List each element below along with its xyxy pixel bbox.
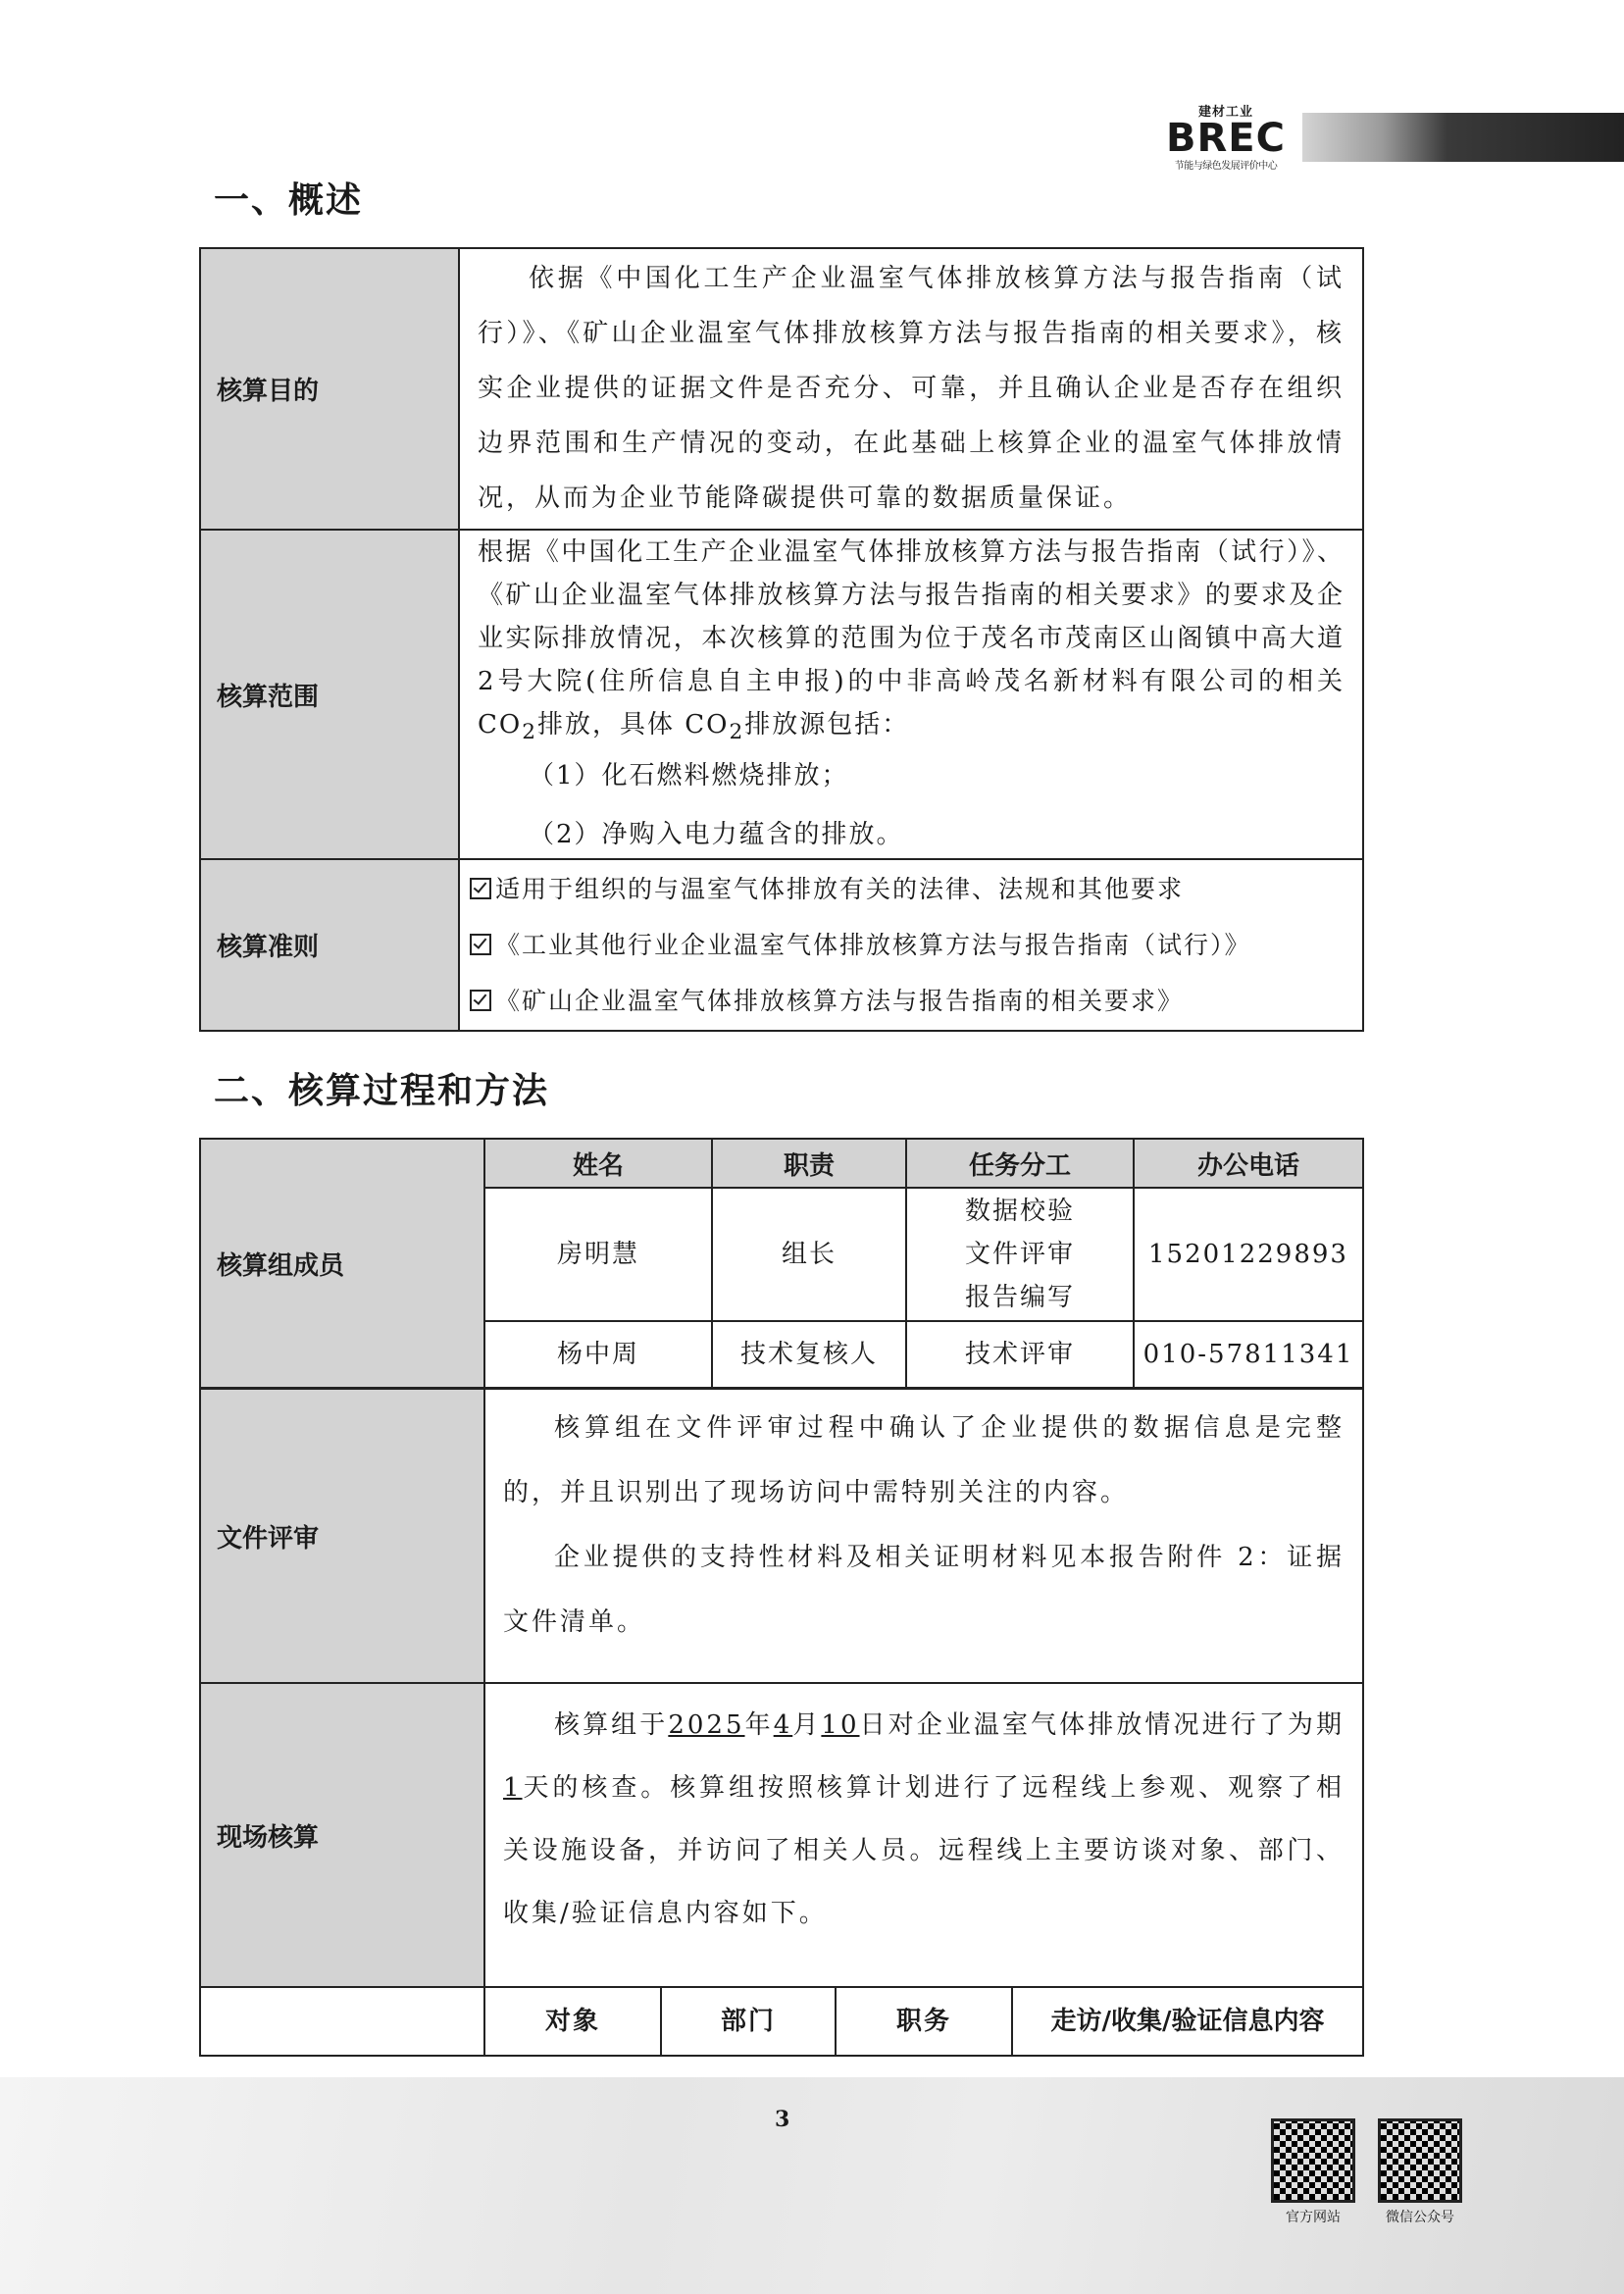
site-review-label: 现场核算 — [200, 1683, 484, 1987]
checked-box-icon — [470, 934, 491, 955]
section2-title: 二、核算过程和方法 — [214, 1071, 550, 1111]
criteria-label: 核算准则 — [200, 859, 459, 1031]
purpose-text: 依据《中国化工生产企业温室气体排放核算方法与报告指南（试行）》、《矿山企业温室气体排放核算方法与报告指南的相关要求》，核实企业提供的证据文件是否充分、可靠，并且确认企业是否存在组织边界范围和生产情况的变动，在此基础上核算企业的温室气体排放情况，从而为企业节能降碳提供可靠的数据质量保证。 — [459, 248, 1363, 530]
doc-review-cell — [484, 1389, 1363, 1683]
logo-top-text: 建材工业 — [1197, 105, 1253, 120]
qr-label-wechat: 微信公众号 — [1386, 2210, 1454, 2225]
header-name: 姓名 — [484, 1139, 712, 1188]
site-visit-spacer — [200, 1987, 484, 2056]
page-number: 3 — [775, 2107, 790, 2132]
member-role: 组长 — [712, 1188, 906, 1321]
header-gradient-bar — [1302, 113, 1624, 162]
member-role: 技术复核人 — [712, 1321, 906, 1388]
purpose-label: 核算目的 — [200, 248, 459, 530]
site-visit-table — [199, 1986, 1364, 2057]
scope-text: 根据《中国化工生产企业温室气体排放核算方法与报告指南（试行）》、《矿山企业温室气体排放核算方法与报告指南的相关要求》的要求及企业实际排放情况，本次核算的范围为位于茂名市茂南区山阁镇中高大道2号大院(住所信息自主申报)的中非高岭茂名新材料有限公司的相关$CO_2$排放，具体 $CO_2$排放源包括： — [478, 537, 1345, 745]
checked-box-icon — [470, 990, 491, 1011]
header-department: 部门 — [661, 1987, 836, 2056]
header-position: 职务 — [836, 1987, 1012, 2056]
member-phone: 010-57811341 — [1134, 1321, 1363, 1388]
qr-code-icon — [1378, 2118, 1462, 2203]
header-content: 走访/收集/验证信息内容 — [1012, 1987, 1363, 2056]
site-review-text: 核算组于2025年4月10日对企业温室气体排放情况进行了为期1天的核查。核算组按照核算计划进行了远程线上参观、观察了相关设施设备，并访问了相关人员。远程线上主要访谈对象、部门、收集/验证信息内容如下。 — [484, 1683, 1363, 1987]
qr-label-website: 官方网站 — [1286, 2210, 1341, 2225]
criteria-item: 《矿山企业温室气体排放核算方法与报告指南的相关要求》 — [470, 973, 1352, 1029]
team-table — [199, 1138, 1364, 1389]
doc-review-label: 文件评审 — [200, 1389, 484, 1683]
doc-review-p2: 企业提供的支持性材料及相关证明材料见本报告附件 2：证据文件清单。 — [503, 1543, 1345, 1637]
team-label: 核算组成员 — [200, 1139, 484, 1388]
criteria-item: 适用于组织的与温室气体排放有关的法律、法规和其他要求 — [470, 861, 1352, 917]
brec-logo — [1157, 101, 1294, 172]
logo-main-text: BREC — [1166, 116, 1286, 161]
member-tasks: 技术评审 — [906, 1321, 1134, 1388]
header-phone: 办公电话 — [1134, 1139, 1363, 1188]
member-name: 杨中周 — [484, 1321, 712, 1388]
scope-label: 核算范围 — [200, 530, 459, 859]
checked-box-icon — [470, 878, 491, 899]
header-object: 对象 — [484, 1987, 661, 2056]
scope-cell — [459, 530, 1363, 859]
doc-review-p1: 核算组在文件评审过程中确认了企业提供的数据信息是完整的，并且识别出了现场访问中需特别关注的内容。 — [503, 1413, 1345, 1507]
review-table — [199, 1388, 1364, 1988]
section1-title: 一、概述 — [214, 180, 364, 221]
scope-item-2: （2）净购入电力蕴含的排放。 — [529, 820, 904, 850]
header-tasks: 任务分工 — [906, 1139, 1134, 1188]
header-role: 职责 — [712, 1139, 906, 1188]
member-name: 房明慧 — [484, 1188, 712, 1321]
member-tasks: 数据校验 文件评审 报告编写 — [906, 1188, 1134, 1321]
overview-table — [199, 247, 1364, 1032]
scope-item-1: （1）化石燃料燃烧排放； — [529, 761, 849, 791]
criteria-list — [459, 859, 1363, 1031]
logo-sub-text: 节能与绿色发展评价中心 — [1174, 161, 1278, 172]
qr-code-icon — [1271, 2118, 1355, 2203]
criteria-item: 《工业其他行业企业温室气体排放核算方法与报告指南（试行）》 — [470, 917, 1352, 973]
member-phone: 15201229893 — [1134, 1188, 1363, 1321]
